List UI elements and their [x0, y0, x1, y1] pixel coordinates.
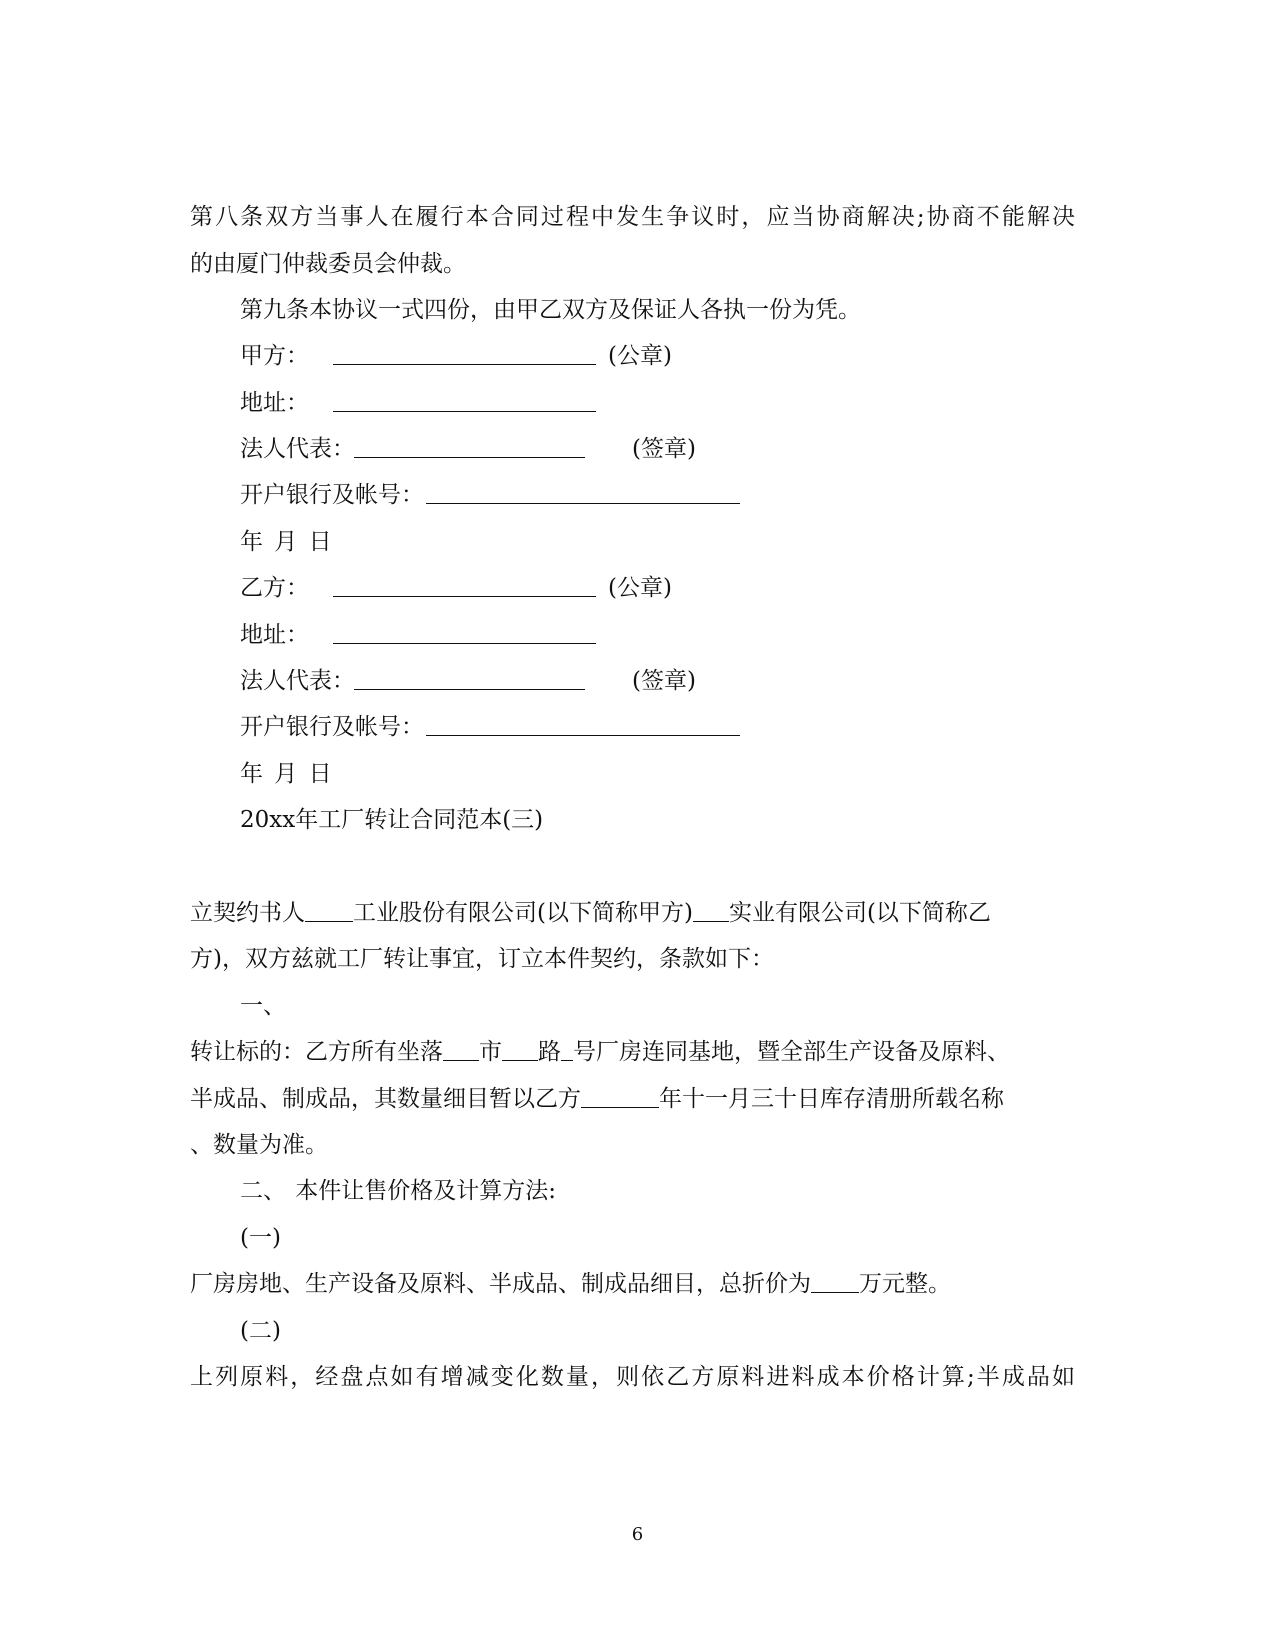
article-8-line-1: 第八条双方当事人在履行本合同过程中发生争议时，应当协商解决;协商不能解决: [190, 204, 1075, 230]
transfer-line2-a: 半成品、制成品，其数量细目暂以乙方: [190, 1086, 581, 1112]
party-a-address-field: [333, 389, 596, 417]
blank-field: [502, 1040, 538, 1061]
sub-item-1-heading: (一): [240, 1225, 281, 1251]
transfer-line-1: [190, 1038, 1010, 1066]
item-2-heading: 二、 本件让售价格及计算方法:: [240, 1178, 557, 1204]
article-9: 第九条本协议一式四份，由甲乙双方及保证人各执一份为凭。: [240, 297, 861, 323]
blank-field: [443, 1040, 479, 1061]
party-a-date: 年 月 日: [240, 529, 332, 555]
party-a-bank-label: 开户银行及帐号：: [240, 482, 424, 508]
party-a-address-label: 地址：: [240, 390, 309, 416]
party-b-name-field: [333, 574, 596, 602]
party-b-bank-label: 开户银行及帐号：: [240, 714, 424, 740]
party-b-rep-field: [354, 667, 585, 695]
blank-field: [581, 1087, 659, 1108]
transfer-line-2: [190, 1085, 1004, 1113]
party-a-rep-label: 法人代表：: [240, 436, 355, 462]
blank-field: [305, 901, 353, 922]
transfer-text-d: 号厂房连同基地，暨全部生产设备及原料、: [573, 1039, 1010, 1065]
party-b-seal: (公章): [608, 575, 672, 601]
sub-item-2-heading: (二): [240, 1318, 281, 1344]
transfer-line2-b: 年十一月三十日库存清册所载名称: [659, 1086, 1004, 1112]
article-8-line-2: 的由厦门仲裁委员会仲裁。: [190, 251, 466, 277]
party-a-name-field: [333, 342, 596, 370]
party-b-label: 乙方：: [240, 575, 309, 601]
transfer-text-b: 市: [479, 1039, 502, 1065]
blank-field: [811, 1272, 859, 1293]
transfer-text-c: 路: [538, 1039, 561, 1065]
blank-field: [693, 901, 729, 922]
page-number: 6: [631, 1524, 644, 1545]
intro-text-a: 立契约书人: [190, 900, 305, 926]
party-b-sign: (签章): [632, 668, 696, 694]
party-b-date: 年 月 日: [240, 761, 332, 787]
transfer-line-3: 、数量为准。: [190, 1132, 328, 1158]
intro-line-1: [190, 899, 991, 927]
party-b-address-field: [333, 621, 596, 649]
party-a-bank-field: [426, 481, 740, 509]
sub-item-2-text: 上列原料，经盘点如有增减变化数量，则依乙方原料进料成本价格计算;半成品如: [190, 1364, 1075, 1390]
party-a-sign: (签章): [632, 436, 696, 462]
party-b-address-label: 地址：: [240, 622, 309, 648]
transfer-text-a: 转让标的：乙方所有坐落: [190, 1039, 443, 1065]
party-a-seal: (公章): [608, 343, 672, 369]
section-title: 20xx年工厂转让合同范本(三): [240, 807, 544, 833]
sub1-text-b: 万元整。: [859, 1271, 951, 1297]
intro-text-b: 工业股份有限公司(以下简称甲方): [353, 900, 693, 926]
intro-line-2: 方)，双方兹就工厂转让事宜，订立本件契约，条款如下：: [190, 946, 774, 972]
party-a-label: 甲方：: [240, 343, 309, 369]
blank-field: [561, 1040, 573, 1061]
intro-text-c: 实业有限公司(以下简称乙: [728, 900, 991, 926]
sub1-text-a: 厂房房地、生产设备及原料、半成品、制成品细目，总折价为: [190, 1271, 811, 1297]
sub-item-1-text: [190, 1270, 951, 1298]
party-b-rep-label: 法人代表：: [240, 668, 355, 694]
party-a-rep-field: [354, 435, 585, 463]
party-b-bank-field: [426, 713, 740, 741]
item-1-heading: 一、: [240, 993, 286, 1019]
